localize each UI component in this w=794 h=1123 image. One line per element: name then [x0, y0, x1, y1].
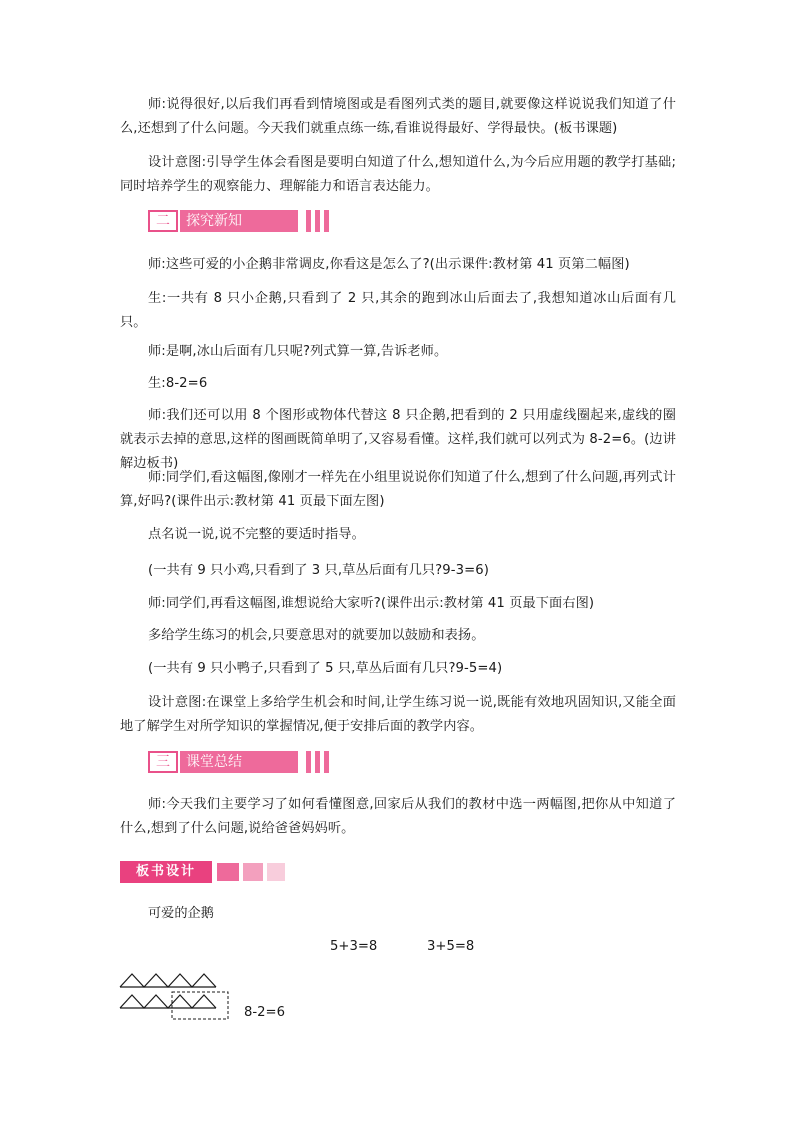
- paragraph: 师:说得很好,以后我们再看到情境图或是看图列式类的题目,就要像这样说说我们知道了什么,还想到了什么问题。今天我们就重点练一练,看谁说得最好、学得最快。(板书课题): [120, 97, 676, 136]
- paragraph: 生:8-2=6: [148, 376, 208, 391]
- paragraph: 师:是啊,冰山后面有几只呢?列式算一算,告诉老师。: [148, 344, 448, 359]
- section-number: 二: [148, 210, 178, 232]
- paragraph: 生:一共有 8 只小企鹅,只看到了 2 只,其余的跑到冰山后面去了,我想知道冰山后面有几只。: [120, 291, 676, 330]
- paragraph: 多给学生练习的机会,只要意思对的就要加以鼓励和表扬。: [148, 628, 485, 643]
- section-stripe: [306, 210, 311, 232]
- paragraph: 点名说一说,说不完整的要适时指导。: [148, 527, 365, 542]
- section-header-summary: [148, 751, 338, 773]
- equation: 5+3=8: [330, 939, 378, 954]
- section-stripe: [324, 751, 329, 773]
- paragraph: (一共有 9 只小鸡,只看到了 3 只,草丛后面有几只?9-3=6): [148, 563, 489, 578]
- paragraph: 师:我们还可以用 8 个图形或物体代替这 8 只企鹅,把看到的 2 只用虚线圈起来,虚线的圈就表示去掉的意思,这样的图画既简单明了,又容易看懂。这样,我们就可以列式为 8-2=6。(边讲解边板书): [120, 408, 676, 471]
- paragraph: 师:同学们,再看这幅图,谁想说给大家听?(课件出示:教材第 41 页最下面右图): [148, 596, 595, 611]
- decor-square: [267, 863, 285, 881]
- section-title: 探究新知: [180, 210, 298, 232]
- paragraph: 师:今天我们主要学习了如何看懂图意,回家后从我们的教材中选一两幅图,把你从中知道了什么,想到了什么问题,说给爸爸妈妈听。: [120, 797, 676, 836]
- board-design-header: [120, 861, 300, 883]
- paragraph: (一共有 9 只小鸭子,只看到了 5 只,草丛后面有几只?9-5=4): [148, 661, 503, 676]
- section-number: 三: [148, 751, 178, 773]
- section-title: 课堂总结: [180, 751, 298, 773]
- equation: 8-2=6: [244, 1005, 285, 1020]
- paragraph: 师:这些可爱的小企鹅非常调皮,你看这是怎么了?(出示课件:教材第 41 页第二幅图): [148, 257, 630, 272]
- decor-square: [243, 863, 263, 881]
- board-design-label: 板书设计: [120, 861, 212, 883]
- paragraph: 师:同学们,看这幅图,像刚才一样先在小组里说说你们知道了什么,想到了什么问题,再列式计算,好吗?(课件出示:教材第 41 页最下面左图): [120, 470, 676, 509]
- decor-square: [217, 863, 239, 881]
- triangle-row-bottom: [120, 995, 216, 1008]
- design-intent-paragraph: 设计意图:在课堂上多给学生机会和时间,让学生练习说一说,既能有效地巩固知识,又能全面地了解学生对所学知识的掌握情况,便于安排后面的教学内容。: [120, 695, 676, 734]
- section-header-explore: [148, 210, 338, 232]
- section-stripe: [306, 751, 311, 773]
- section-stripe: [315, 210, 320, 232]
- section-stripe: [324, 210, 329, 232]
- triangle-row-top: [120, 974, 216, 987]
- section-stripe: [315, 751, 320, 773]
- board-title: 可爱的企鹅: [148, 906, 214, 921]
- design-intent-paragraph: 设计意图:引导学生体会看图是要明白知道了什么,想知道什么,为今后应用题的教学打基础;同时培养学生的观察能力、理解能力和语言表达能力。: [120, 155, 676, 194]
- triangle-diagram: [118, 972, 238, 1024]
- equation: 3+5=8: [427, 939, 475, 954]
